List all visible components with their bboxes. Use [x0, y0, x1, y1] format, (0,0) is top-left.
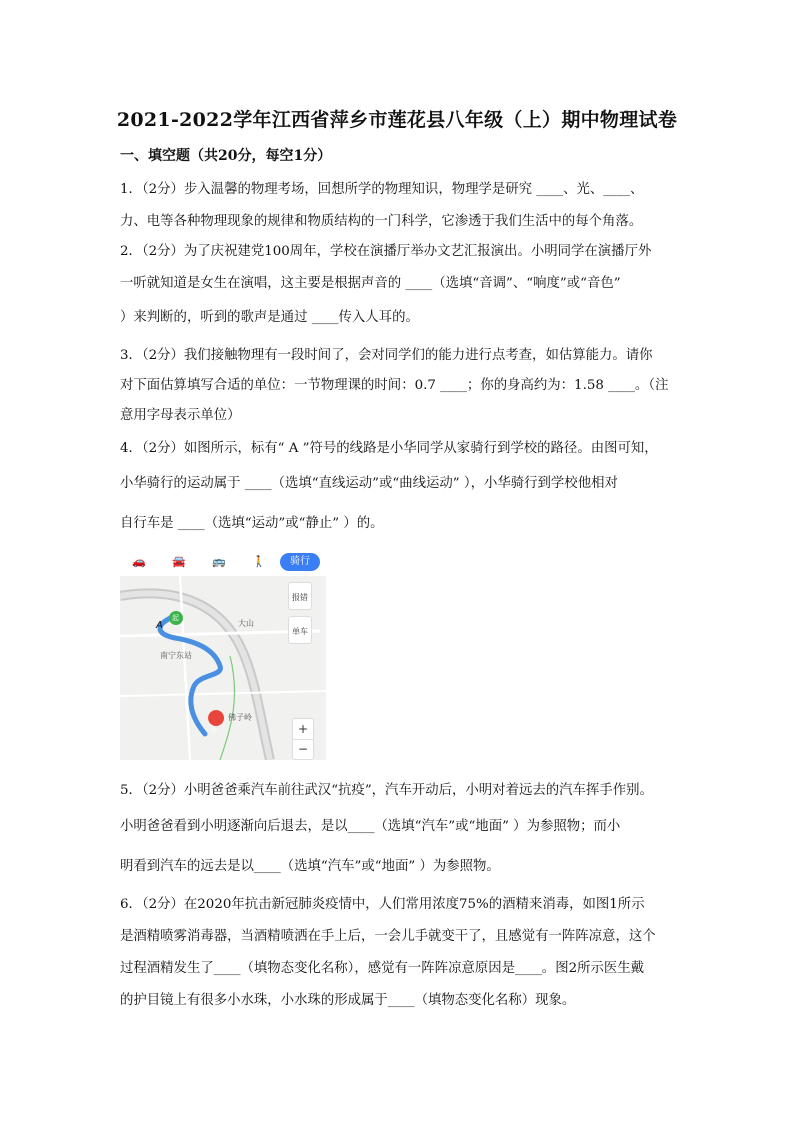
bus-icon[interactable]: 🚌 [212, 555, 226, 568]
question-line: 1．（2分）步入温馨的物理考场，回想所学的物理知识，物理学是研究 ____、光、____、 [120, 182, 644, 197]
question-line: 2．（2分）为了庆祝建党100周年，学校在演播厅举办文艺汇报演出。小明同学在演播厅外 [120, 244, 652, 259]
bike-button[interactable] [288, 616, 312, 644]
route-marker-label: A [156, 620, 163, 631]
end-label: 终 [211, 727, 218, 735]
zoom-in-button[interactable]: + [297, 722, 309, 736]
question-line: 对下面估算填写合适的单位：一节物理课的时间：0.7 ____；你的身高约为：1.58 ____。（注 [120, 378, 669, 393]
question-line: 一听就知道是女生在演唱，这主要是根据声音的 ____（选填“音调”、“响度”或“音色” [120, 276, 621, 291]
question-line: 是酒精喷雾消毒器，当酒精喷洒在手上后，一会儿手就变干了，且感觉有一阵阵凉意，这个 [120, 929, 656, 944]
report-button[interactable] [288, 582, 312, 610]
question-line: 力、电等各种物理现象的规律和物质结构的一门科学，它渗透于我们生活中的每个角落。 [120, 214, 643, 229]
question-line: 5．（2分）小明爸爸乘汽车前往武汉“抗疫”，汽车开动后，小明对着远去的汽车挥手作别。 [120, 783, 653, 798]
question-line: 3．（2分）我们接触物理有一段时间了，会对同学们的能力进行点考查，如估算能力。请你 [120, 348, 653, 363]
report-label: 报错 [292, 593, 308, 602]
river [220, 656, 235, 760]
section-heading: 一、填空题（共20分，每空1分） [120, 148, 332, 164]
zoom-control [292, 718, 314, 760]
map-label: 南宁东站 [160, 651, 192, 660]
page-title: 2021-2022学年江西省萍乡市莲花县八年级（上）期中物理试卷 [116, 109, 678, 131]
road [120, 691, 326, 696]
transport-mode-bar [120, 550, 326, 574]
bike-label: 单车 [292, 627, 308, 636]
map-label: 大山 [238, 619, 254, 628]
taxi-icon[interactable]: 🚘 [172, 555, 186, 568]
start-label: 起 [172, 614, 179, 622]
cycling-tab[interactable]: 骑行 [280, 553, 320, 571]
map-view[interactable] [120, 576, 326, 760]
question-line: 小华骑行的运动属于 ____（选填“直线运动”或“曲线运动” ），小华骑行到学校他相对 [120, 476, 618, 491]
car-icon[interactable]: 🚗 [132, 555, 146, 568]
map-label: 佛子岭 [228, 713, 252, 722]
question-line: 过程酒精发生了____（填物态变化名称），感觉有一阵阵凉意原因是____。图2所示医生戴 [120, 961, 645, 976]
question-line: ）来判断的，听到的歌声是通过 ____传入人耳的。 [120, 310, 419, 325]
question-line: 6．（2分）在2020年抗击新冠肺炎疫情中，人们常用浓度75%的酒精来消毒，如图1所示 [120, 897, 645, 912]
question-line: 4．（2分）如图所示，标有“ A ”符号的线路是小华同学从家骑行到学校的路径。由图可知， [120, 441, 658, 456]
question-line: 明看到汽车的远去是以____（选填“汽车”或“地面” ）为参照物。 [120, 859, 500, 874]
question-line: 的护目镜上有很多小水珠，小水珠的形成属于____（填物态变化名称）现象。 [120, 993, 576, 1008]
question-line: 小明爸爸看到小明逐渐向后退去，是以____（选填“汽车”或“地面” ）为参照物；而小 [120, 819, 621, 834]
walk-icon[interactable]: 🚶 [252, 555, 266, 568]
question-line: 自行车是 ____（选填“运动”或“静止” ）的。 [120, 516, 384, 531]
question-line: 意用字母表示单位） [120, 408, 241, 423]
route-map-figure [120, 550, 326, 760]
zoom-out-button[interactable]: − [293, 739, 313, 759]
